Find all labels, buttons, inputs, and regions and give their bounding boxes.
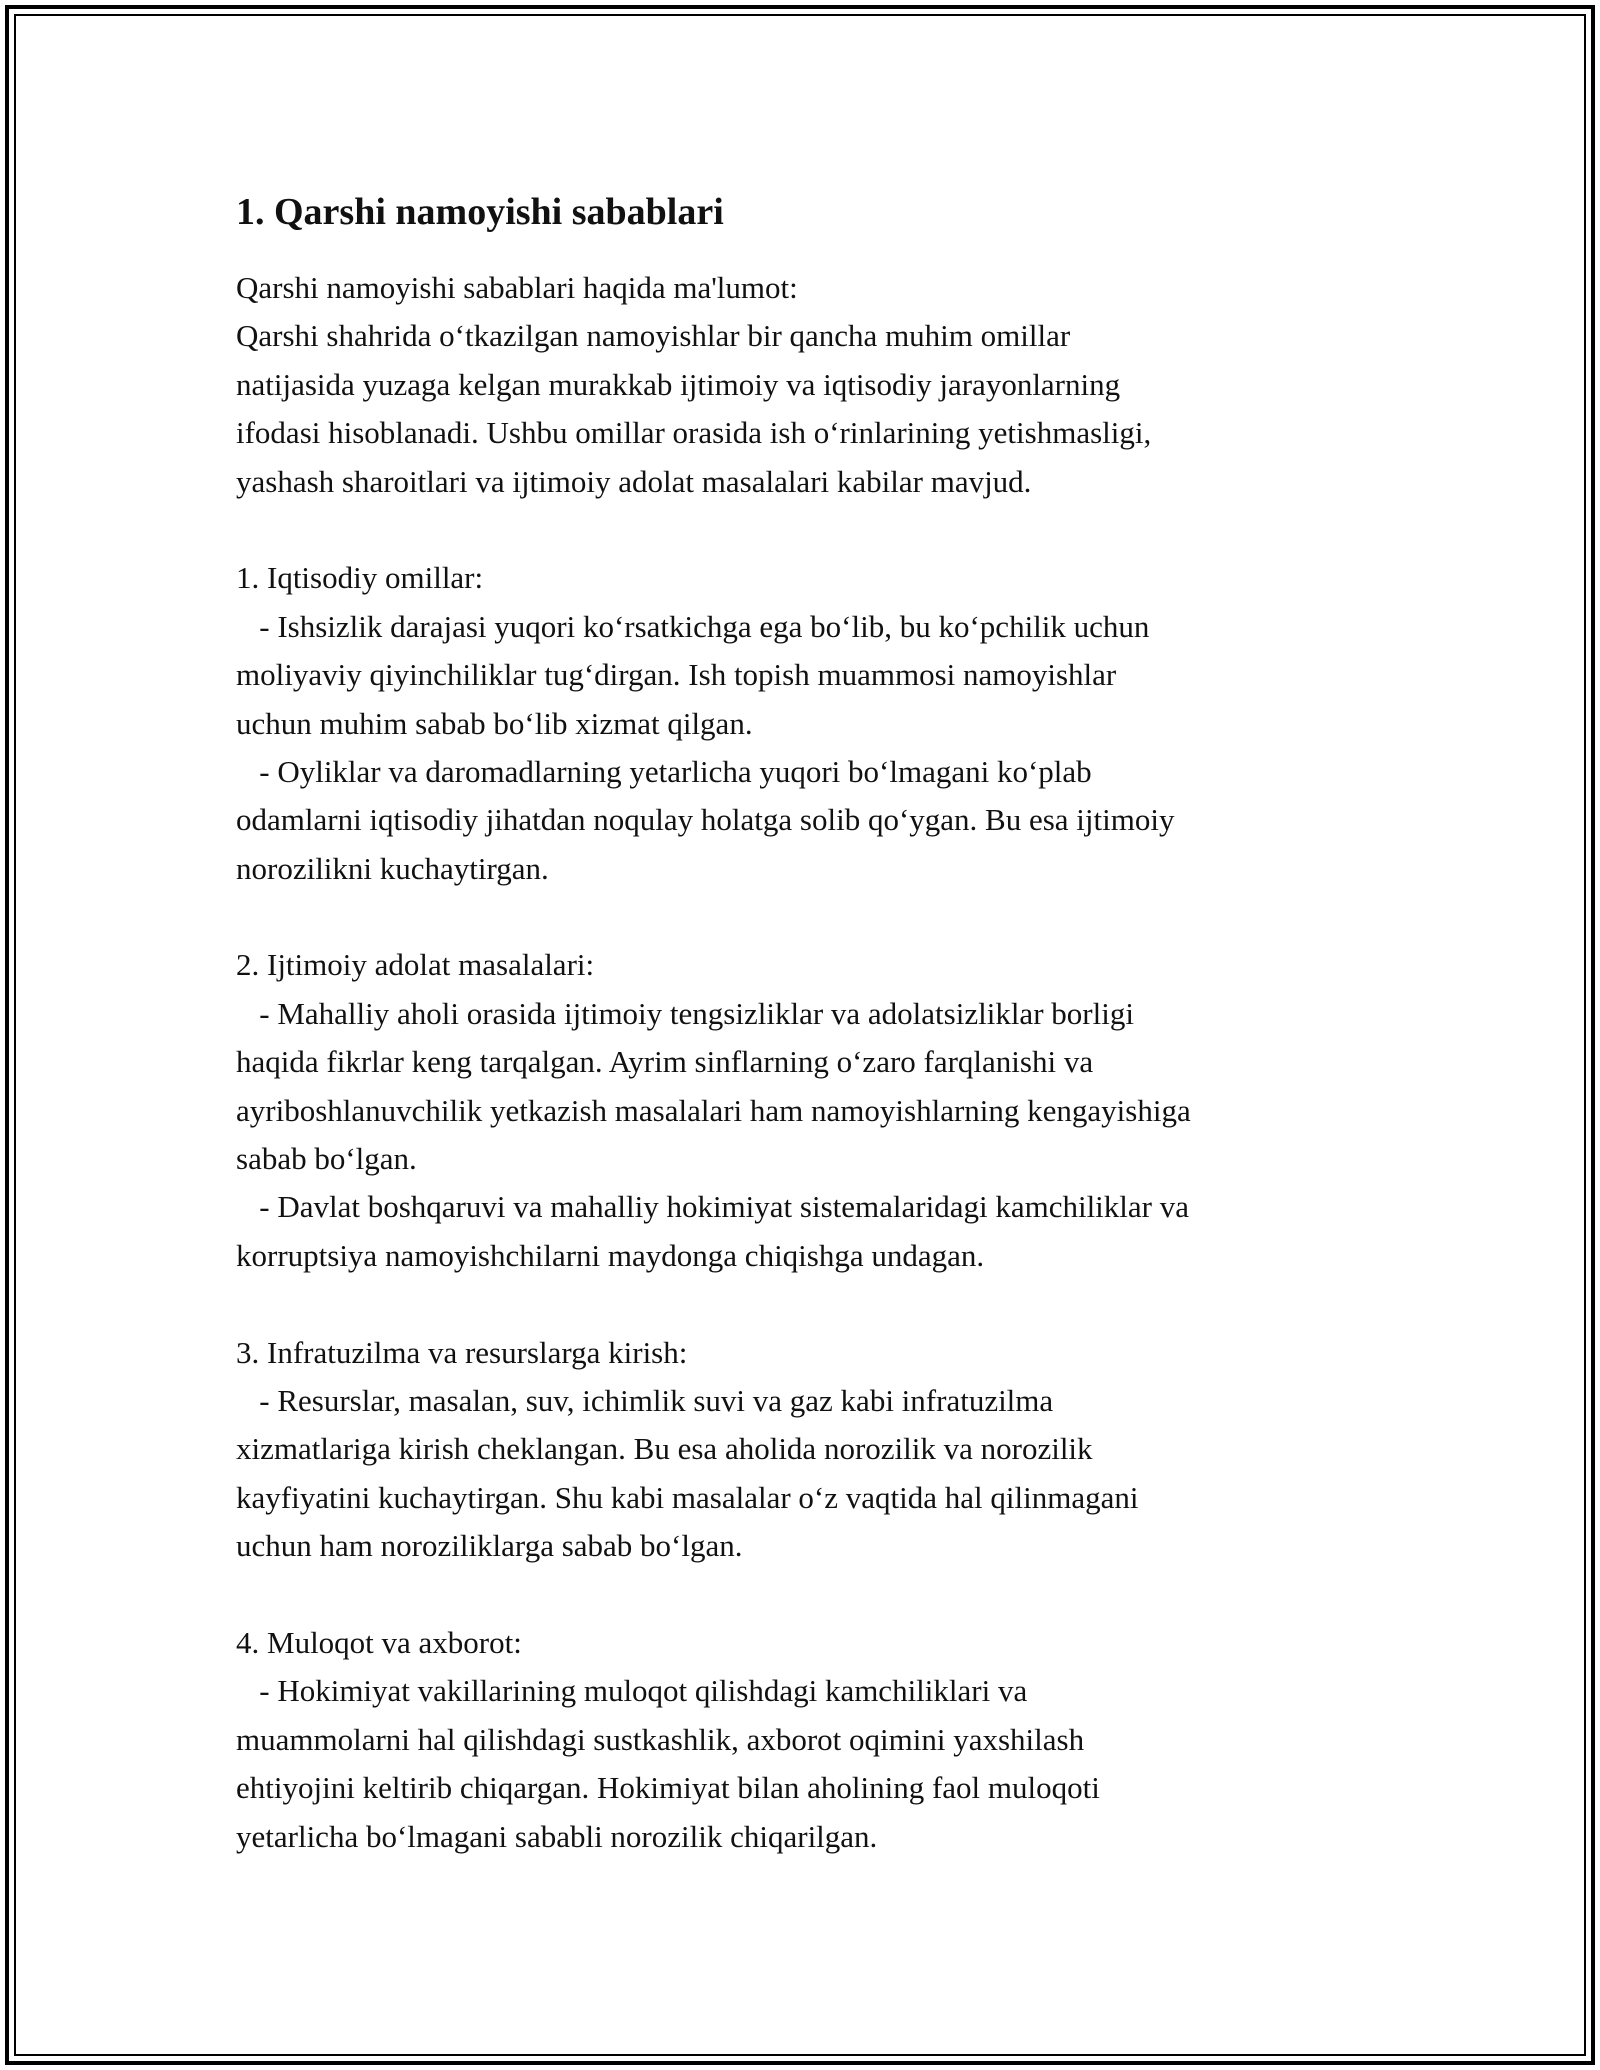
text-line: yashash sharoitlari va ijtimoiy adolat masalalari kabilar mavjud. — [236, 463, 1032, 499]
text-line: sabab bo‘lgan. — [236, 1141, 417, 1177]
text-line: 2. Ijtimoiy adolat masalalari: — [236, 947, 595, 983]
text-line: - Oyliklar va daromadlarning yetarlicha yuqori bo‘lmagani ko‘plab — [236, 753, 1092, 789]
text-line: - Mahalliy aholi orasida ijtimoiy tengsizliklar va adolatsizliklar borligi — [236, 995, 1134, 1031]
text-line — [236, 506, 1376, 554]
text-line — [236, 1571, 1376, 1619]
text-line: kayfiyatini kuchaytirgan. Shu kabi masalalar o‘z vaqtida hal qilinmagani — [236, 1479, 1139, 1515]
text-line: haqida fikrlar keng tarqalgan. Ayrim sinflarning o‘zaro farqlanishi va — [236, 1044, 1094, 1080]
document-text — [236, 264, 1376, 1861]
text-line: - Ishsizlik darajasi yuqori ko‘rsatkichga ega bo‘lib, bu ko‘pchilik uchun — [236, 608, 1150, 644]
text-line: moliyaviy qiyinchiliklar tug‘dirgan. Ish topish muammosi namoyishlar — [236, 657, 1117, 693]
text-line: korruptsiya namoyishchilarni maydonga chiqishga undagan. — [236, 1237, 985, 1273]
document-title: 1. Qarshi namoyishi sabablari — [236, 191, 724, 233]
text-line — [236, 893, 1376, 941]
text-line: 4. Muloqot va axborot: — [236, 1624, 522, 1660]
text-line: 1. Iqtisodiy omillar: — [236, 560, 484, 596]
text-line: odamlarni iqtisodiy jihatdan noqulay holatga solib qo‘ygan. Bu esa ijtimoiy — [236, 802, 1175, 838]
document-body — [236, 188, 1376, 1861]
text-line: Qarshi namoyishi sabablari haqida ma'lumot: — [236, 270, 798, 305]
text-line: yetarlicha bo‘lmagani sababli norozilik chiqarilgan. — [236, 1818, 878, 1854]
text-line: 3. Infratuzilma va resurslarga kirish: — [236, 1334, 688, 1370]
text-line: - Hokimiyat vakillarining muloqot qilishdagi kamchiliklari va — [236, 1673, 1028, 1709]
text-line: muammolarni hal qilishdagi sustkashlik, axborot oqimini yaxshilash — [236, 1721, 1085, 1757]
text-line: xizmatlariga kirish cheklangan. Bu esa aholida norozilik va norozilik — [236, 1431, 1093, 1467]
text-line: uchun muhim sabab bo‘lib xizmat qilgan. — [236, 705, 753, 741]
text-line: ehtiyojini keltirib chiqargan. Hokimiyat bilan aholining faol muloqoti — [236, 1770, 1100, 1806]
text-line: - Davlat boshqaruvi va mahalliy hokimiyat sistemalaridagi kamchiliklar va — [236, 1189, 1189, 1225]
text-line — [236, 1280, 1376, 1328]
text-line: norozilikni kuchaytirgan. — [236, 850, 549, 886]
text-line: ayriboshlanuvchilik yetkazish masalalari ham namoyishlarning kengayishiga — [236, 1092, 1191, 1128]
text-line: - Resurslar, masalan, suv, ichimlik suvi va gaz kabi infratuzilma — [236, 1382, 1054, 1418]
text-line: uchun ham noroziliklarga sabab bo‘lgan. — [236, 1528, 743, 1564]
text-line: natijasida yuzaga kelgan murakkab ijtimoiy va iqtisodiy jarayonlarning — [236, 366, 1121, 402]
text-line: Qarshi shahrida o‘tkazilgan namoyishlar bir qancha muhim omillar — [236, 318, 1071, 354]
text-line: ifodasi hisoblanadi. Ushbu omillar orasida ish o‘rinlarining yetishmasligi, — [236, 415, 1152, 451]
